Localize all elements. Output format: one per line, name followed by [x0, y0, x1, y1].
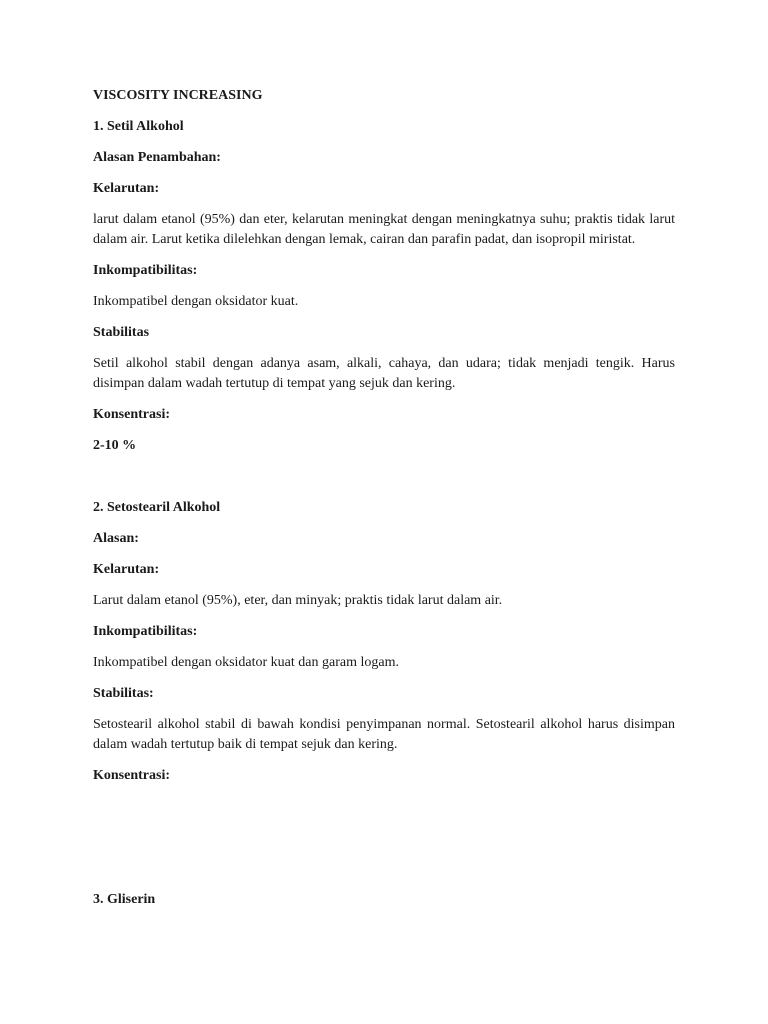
- concentration-label: Konsentrasi:: [93, 407, 170, 422]
- reason-label: Alasan Penambahan:: [93, 150, 221, 165]
- stability-text: Setil alkohol stabil dengan adanya asam, alkali, cahaya, dan udara; tidak menjadi tengik. Harus disimpan dalam wadah tertutup di tempat yang sejuk dan kering.: [93, 356, 675, 391]
- incompatibility-text: Inkompatibel dengan oksidator kuat dan garam logam.: [93, 655, 399, 670]
- document-heading: VISCOSITY INCREASING: [93, 88, 263, 103]
- section-title-setil-alkohol: 1. Setil Alkohol: [93, 119, 184, 134]
- concentration-value: 2-10 %: [93, 438, 137, 453]
- document-body: [93, 86, 675, 910]
- incompatibility-label: Inkompatibilitas:: [93, 263, 198, 278]
- solubility-text: Larut dalam etanol (95%), eter, dan minyak; praktis tidak larut dalam air.: [93, 593, 503, 608]
- section-title-gliserin: 3. Gliserin: [93, 892, 156, 907]
- reason-label: Alasan:: [93, 531, 139, 546]
- incompatibility-label: Inkompatibilitas:: [93, 624, 198, 639]
- concentration-label: Konsentrasi:: [93, 768, 170, 783]
- stability-text: Setostearil alkohol stabil di bawah kondisi penyimpanan normal. Setostearil alkohol harus disimpan dalam wadah tertutup baik di tempat sejuk dan kering.: [93, 717, 675, 752]
- solubility-text: larut dalam etanol (95%) dan eter, kelarutan meningkat dengan meningkatnya suhu; praktis tidak larut dalam air. Larut ketika dilelehkan dengan lemak, cairan dan parafin padat, dan isopropil miristat.: [93, 212, 675, 247]
- incompatibility-text: Inkompatibel dengan oksidator kuat.: [93, 294, 299, 309]
- section-title-setostearil-alkohol: 2. Setostearil Alkohol: [93, 500, 221, 515]
- stability-label: Stabilitas:: [93, 686, 154, 701]
- solubility-label: Kelarutan:: [93, 562, 160, 577]
- solubility-label: Kelarutan:: [93, 181, 160, 196]
- stability-label: Stabilitas: [93, 325, 150, 340]
